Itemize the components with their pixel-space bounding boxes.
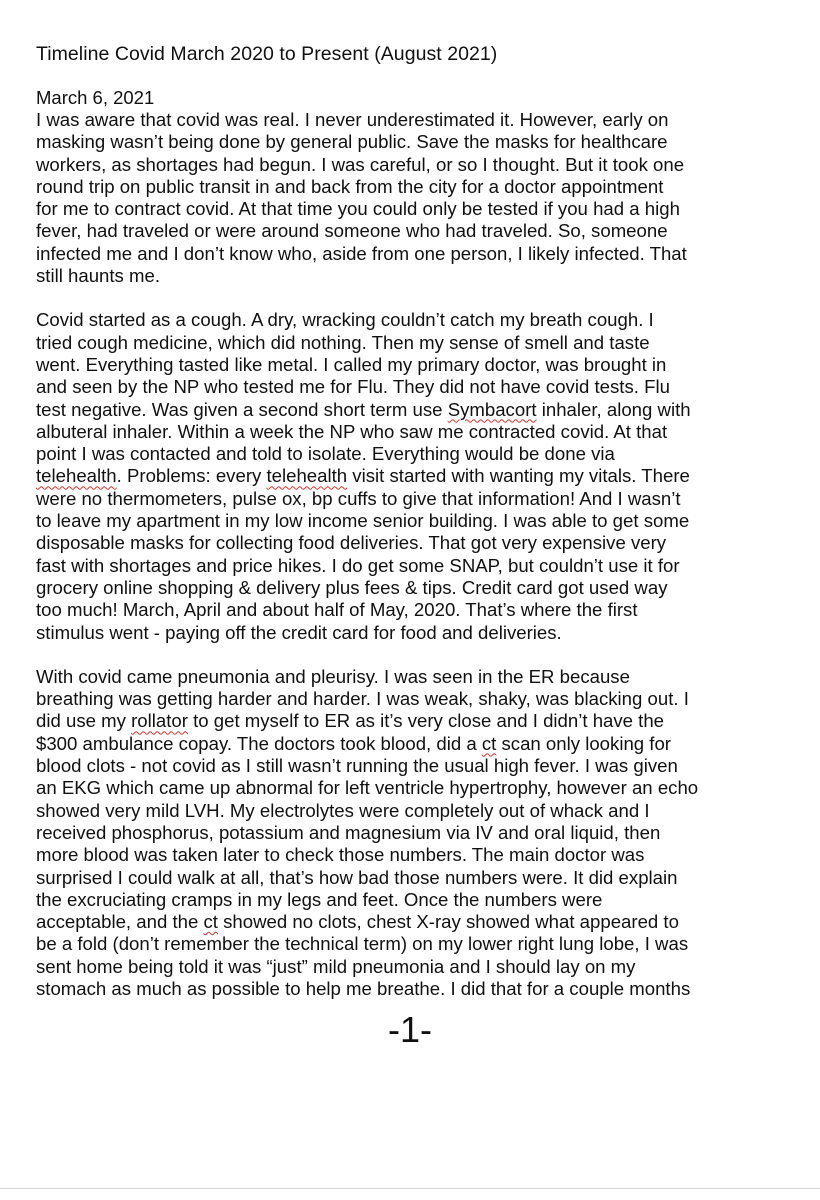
document-body	[36, 109, 786, 1000]
spellcheck-flagged-word[interactable]: rollator	[131, 710, 188, 732]
text-line: sent home being told it was “just” mild pneumonia and I should lay on my	[36, 955, 636, 977]
text-line: telehealth. Problems: every telehealth visit started with wanting my vitals. There	[36, 465, 690, 487]
text-line: tried cough medicine, which did nothing. Then my sense of smell and taste	[36, 331, 650, 353]
text-line: point I was contacted and told to isolate. Everything would be done via	[36, 443, 615, 465]
text-line: acceptable, and the ct showed no clots, chest X-ray showed what appeared to	[36, 911, 679, 933]
text-line: fast with shortages and price hikes. I do get some SNAP, but couldn’t use it for	[36, 554, 680, 576]
text-line: the excruciating cramps in my legs and feet. Once the numbers were	[36, 888, 603, 910]
paragraph	[36, 666, 786, 1000]
text-line: With covid came pneumonia and pleurisy. I was seen in the ER because	[36, 665, 630, 687]
spellcheck-flagged-word[interactable]: telehealth	[266, 465, 348, 487]
text-line: and seen by the NP who tested me for Flu. They did not have covid tests. Flu	[36, 376, 670, 398]
page-bottom-divider	[0, 1188, 820, 1189]
text-line: be a fold (don’t remember the technical term) on my lower right lung lobe, I was	[36, 933, 689, 955]
text-line: disposable masks for collecting food deliveries. That got very expensive very	[36, 532, 667, 554]
document-title: Timeline Covid March 2020 to Present (August 2021)	[36, 43, 498, 65]
text-line: more blood was taken later to check those numbers. The main doctor was	[36, 844, 645, 866]
text-line: for me to contract covid. At that time you could only be tested if you had a high	[36, 198, 680, 220]
text-line: $300 ambulance copay. The doctors took blood, did a ct scan only looking for	[36, 732, 671, 754]
spellcheck-flagged-word[interactable]: telehealth	[36, 465, 117, 487]
spellcheck-flagged-word[interactable]: ct	[481, 732, 497, 754]
text-line: round trip on public transit in and back from the city for a doctor appointment	[36, 175, 664, 197]
text-line: test negative. Was given a second short term use Symbacort inhaler, along with	[36, 398, 691, 420]
text-line: were no thermometers, pulse ox, bp cuffs to give that information! And I wasn’t	[36, 487, 681, 509]
text-line: grocery online shopping & delivery plus fees & tips. Credit card got used way	[36, 576, 668, 598]
page-number: -1-	[388, 1009, 432, 1050]
text-line: masking wasn’t being done by general public. Save the masks for healthcare	[36, 131, 668, 153]
text-line: fever, had traveled or were around someone who had traveled. So, someone	[36, 220, 668, 242]
text-line: an EKG which came up abnormal for left ventricle hypertrophy, however an echo	[36, 777, 699, 799]
text-line: showed very mild LVH. My electrolytes were completely out of whack and I	[36, 799, 650, 821]
paragraph	[36, 309, 786, 643]
spellcheck-flagged-word[interactable]: ct	[203, 911, 218, 933]
entry-date: March 6, 2021	[36, 87, 155, 108]
text-line: stomach as much as possible to help me breathe. I did that for a couple months	[36, 977, 691, 999]
text-line: still haunts me.	[36, 265, 161, 287]
paragraph	[36, 109, 786, 287]
text-line: breathing was getting harder and harder. I was weak, shaky, was blacking out. I	[36, 688, 689, 710]
text-line: surprised I could walk at all, that’s how bad those numbers were. It did explain	[36, 866, 678, 888]
text-line: infected me and I don’t know who, aside from one person, I likely infected. That	[36, 242, 687, 264]
text-line: received phosphorus, potassium and magnesium via IV and oral liquid, then	[36, 821, 661, 843]
text-line: to leave my apartment in my low income senior building. I was able to get some	[36, 510, 690, 532]
text-line: blood clots - not covid as I still wasn’t running the usual high fever. I was given	[36, 755, 678, 777]
text-line: went. Everything tasted like metal. I called my primary doctor, was brought in	[36, 353, 667, 375]
text-line: Covid started as a cough. A dry, wracking couldn’t catch my breath cough. I	[36, 309, 654, 331]
text-line: did use my rollator to get myself to ER as it’s very close and I didn’t have the	[36, 710, 665, 732]
text-line: I was aware that covid was real. I never underestimated it. However, early on	[36, 109, 669, 130]
text-line: workers, as shortages had begun. I was careful, or so I thought. But it took one	[36, 153, 685, 175]
text-line: stimulus went - paying off the credit card for food and deliveries.	[36, 621, 562, 643]
spellcheck-flagged-word[interactable]: Symbacort	[447, 398, 537, 420]
text-line: too much! March, April and about half of May, 2020. That’s where the first	[36, 599, 638, 621]
text-line: albuteral inhaler. Within a week the NP who saw me contracted covid. At that	[36, 420, 668, 442]
